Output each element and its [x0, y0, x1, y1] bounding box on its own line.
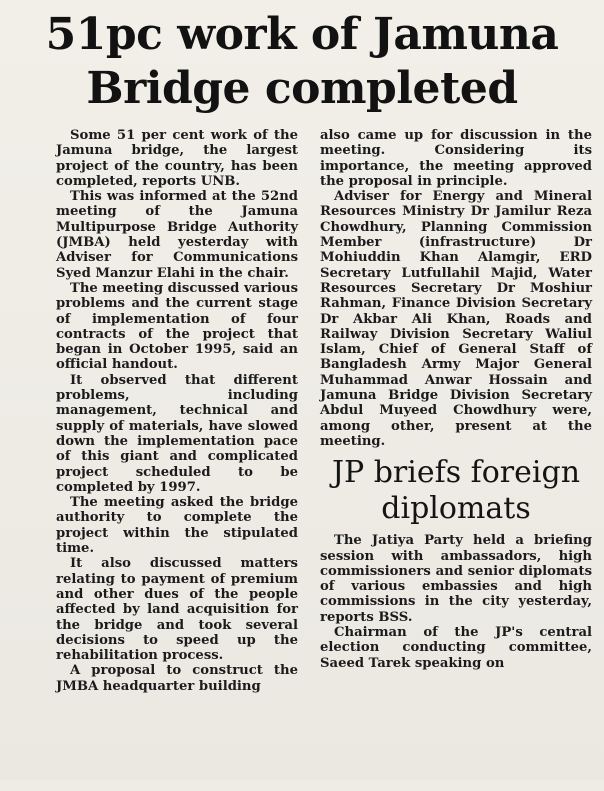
second-article-paragraph: Chairman of the JP's central election conducting committee, Saeed Tarek speaking on: [320, 625, 592, 671]
article-right-column: [320, 128, 592, 671]
main-headline-line-1: 51pc work of Jamuna: [45, 9, 559, 60]
second-headline: [320, 455, 592, 527]
article-paragraph: This was informed at the 52nd meeting of the Jamuna Multipurpose Bridge Authority (JMBA) held yesterday with Adviser for Communications Syed Manzur Elahi in the chair.: [56, 189, 298, 281]
article-paragraph: A proposal to construct the JMBA headquarter building: [56, 663, 298, 694]
article-paragraph-continuation: also came up for discussion in the meeting. Considering its importance, the meeting approved the proposal in principle.: [320, 128, 592, 189]
article-paragraph: The meeting discussed various problems and the current stage of implementation of four contracts of the project that began in October 1995, said an official handout.: [56, 280, 298, 373]
article-paragraph: It also discussed matters relating to payment of premium and other dues of the people affected by land acquisition for the bridge and took several decisions to speed up the rehabilitation process.: [56, 556, 298, 664]
article-paragraph: Adviser for Energy and Mineral Resources Ministry Dr Jamilur Reza Chowdhury, Planning Commission Member (infrastructure) Dr Mohiuddin Khan Alamgir, ERD Secretary Lutfullahil Majid, Water Resources Secretary Dr Moshiur Rahman, Finance Division Secretary Dr Akbar Ali Khan, Roads and Railway Division Secretary Waliul Islam, Chief of General Staff of Bangladesh Army Major General Muhammad Anwar Hossain and Jamuna Bridge Division Secretary Abdul Muyeed Chowdhury were, among other, present at the meeting.: [320, 189, 592, 449]
main-headline-line-2: Bridge completed: [86, 63, 518, 114]
second-article-paragraph: The Jatiya Party held a briefing session with ambassadors, high commissioners and senior diplomats of various embassies and high commissions in the city yesterday, reports BSS.: [320, 533, 592, 625]
clipping-edge: [0, 780, 604, 791]
article-left-column: [56, 128, 298, 694]
article-paragraph: Some 51 per cent work of the Jamuna bridge, the largest project of the country, has been completed, reports UNB.: [56, 128, 298, 189]
main-headline: [0, 8, 604, 116]
article-paragraph: It observed that different problems, including management, technical and supply of materials, have slowed down the implementation pace of this giant and complicated project scheduled to be completed by 1997.: [56, 372, 298, 495]
second-headline-line-2: diplomats: [381, 491, 531, 527]
article-paragraph: The meeting asked the bridge authority to complete the project within the stipulated time.: [56, 495, 298, 557]
second-headline-line-1: JP briefs foreign: [331, 455, 581, 491]
